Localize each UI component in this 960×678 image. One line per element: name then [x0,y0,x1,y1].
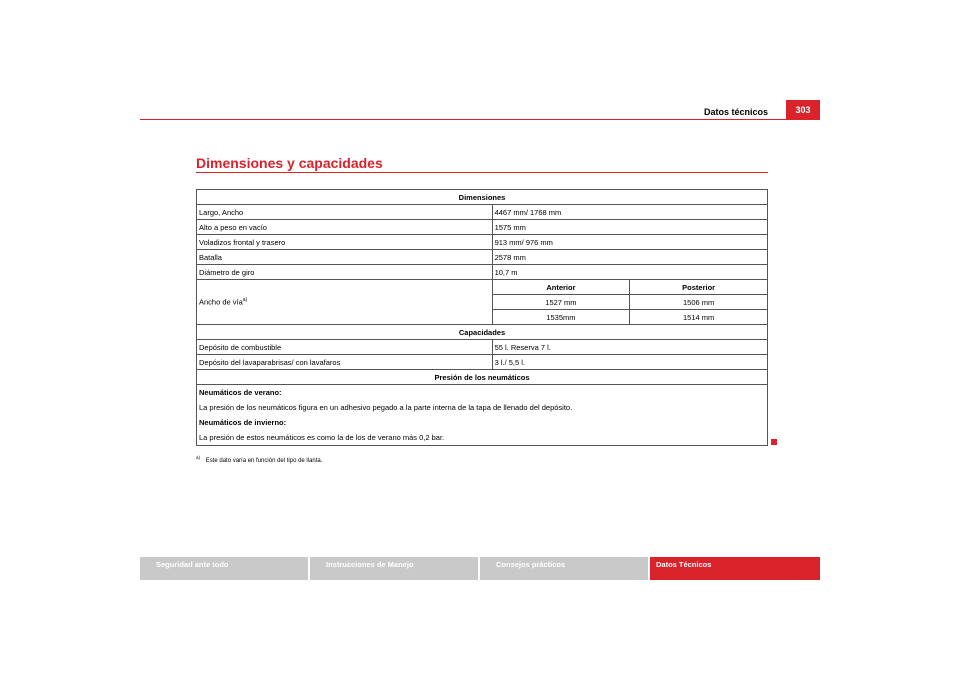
row-label: Largo, Ancho [197,205,493,220]
footer-tab-instrucciones[interactable]: Instrucciones de Manejo [310,557,478,580]
section-title: Dimensiones y capacidades [196,155,383,171]
track-front-value: 1527 mm [492,295,630,310]
tyres-heading-row [197,370,768,385]
tyre-pressure-content [197,385,768,446]
capacities-heading: Capacidades [197,325,768,340]
track-header-row [197,280,768,295]
page-number-badge: 303 [786,100,820,119]
winter-tyres-title: Neumáticos de invierno: [199,418,287,427]
table-row [197,265,768,280]
summer-tyres-title: Neumáticos de verano: [199,388,282,397]
running-header-title: Datos técnicos [703,107,768,117]
specifications-table [196,189,768,446]
track-front-heading: Anterior [492,280,630,295]
row-label: Voladizos frontal y trasero [197,235,493,250]
section-divider [196,172,768,173]
row-value: 10,7 m [492,265,767,280]
track-width-label-cell [197,280,493,325]
footnote [196,455,322,464]
track-width-label: Ancho de vía [199,297,243,307]
table-row [197,235,768,250]
table-row [197,220,768,235]
table-row [197,355,768,370]
row-label: Batalla [197,250,493,265]
track-front-value: 1535mm [492,310,630,325]
table-row [197,250,768,265]
dimensions-heading-row [197,190,768,205]
row-value: 913 mm/ 976 mm [492,235,767,250]
footer-tab-consejos[interactable]: Consejos prácticos [480,557,648,580]
header-divider [140,119,820,120]
row-label: Depósito de combustible [197,340,493,355]
summer-tyres-text: La presión de los neumáticos figura en un adhesivo pegado a la parte interna de la tapa de llenado del depósito. [199,403,573,412]
row-value: 1575 mm [492,220,767,235]
track-rear-value: 1514 mm [630,310,768,325]
table-row [197,205,768,220]
row-value: 55 l. Reserva 7 l. [492,340,767,355]
track-rear-value: 1506 mm [630,295,768,310]
track-rear-heading: Posterior [630,280,768,295]
row-value: 4467 mm/ 1768 mm [492,205,767,220]
row-label: Alto a peso en vacío [197,220,493,235]
capacities-heading-row [197,325,768,340]
tyre-pressure-heading: Presión de los neumáticos [197,370,768,385]
row-label: Diámetro de giro [197,265,493,280]
winter-tyres-text: La presión de estos neumáticos es como la de los de verano más 0,2 bar. [199,433,445,442]
footnote-marker: a) [196,455,201,460]
footer-tab-seguridad[interactable]: Seguridad ante todo [140,557,308,580]
end-of-section-marker [771,439,777,445]
footnote-reference: a) [242,297,248,304]
tyres-content-row [197,385,768,446]
dimensions-heading: Dimensiones [197,190,768,205]
row-value: 2578 mm [492,250,767,265]
footer-tab-datos-tecnicos[interactable]: Datos Técnicos [650,557,820,580]
row-label: Depósito del lavaparabrisas/ con lavafaros [197,355,493,370]
table-row [197,340,768,355]
footnote-text: Este dato varía en función del tipo de llanta. [205,458,323,464]
row-value: 3 l./ 5,5 l. [492,355,767,370]
